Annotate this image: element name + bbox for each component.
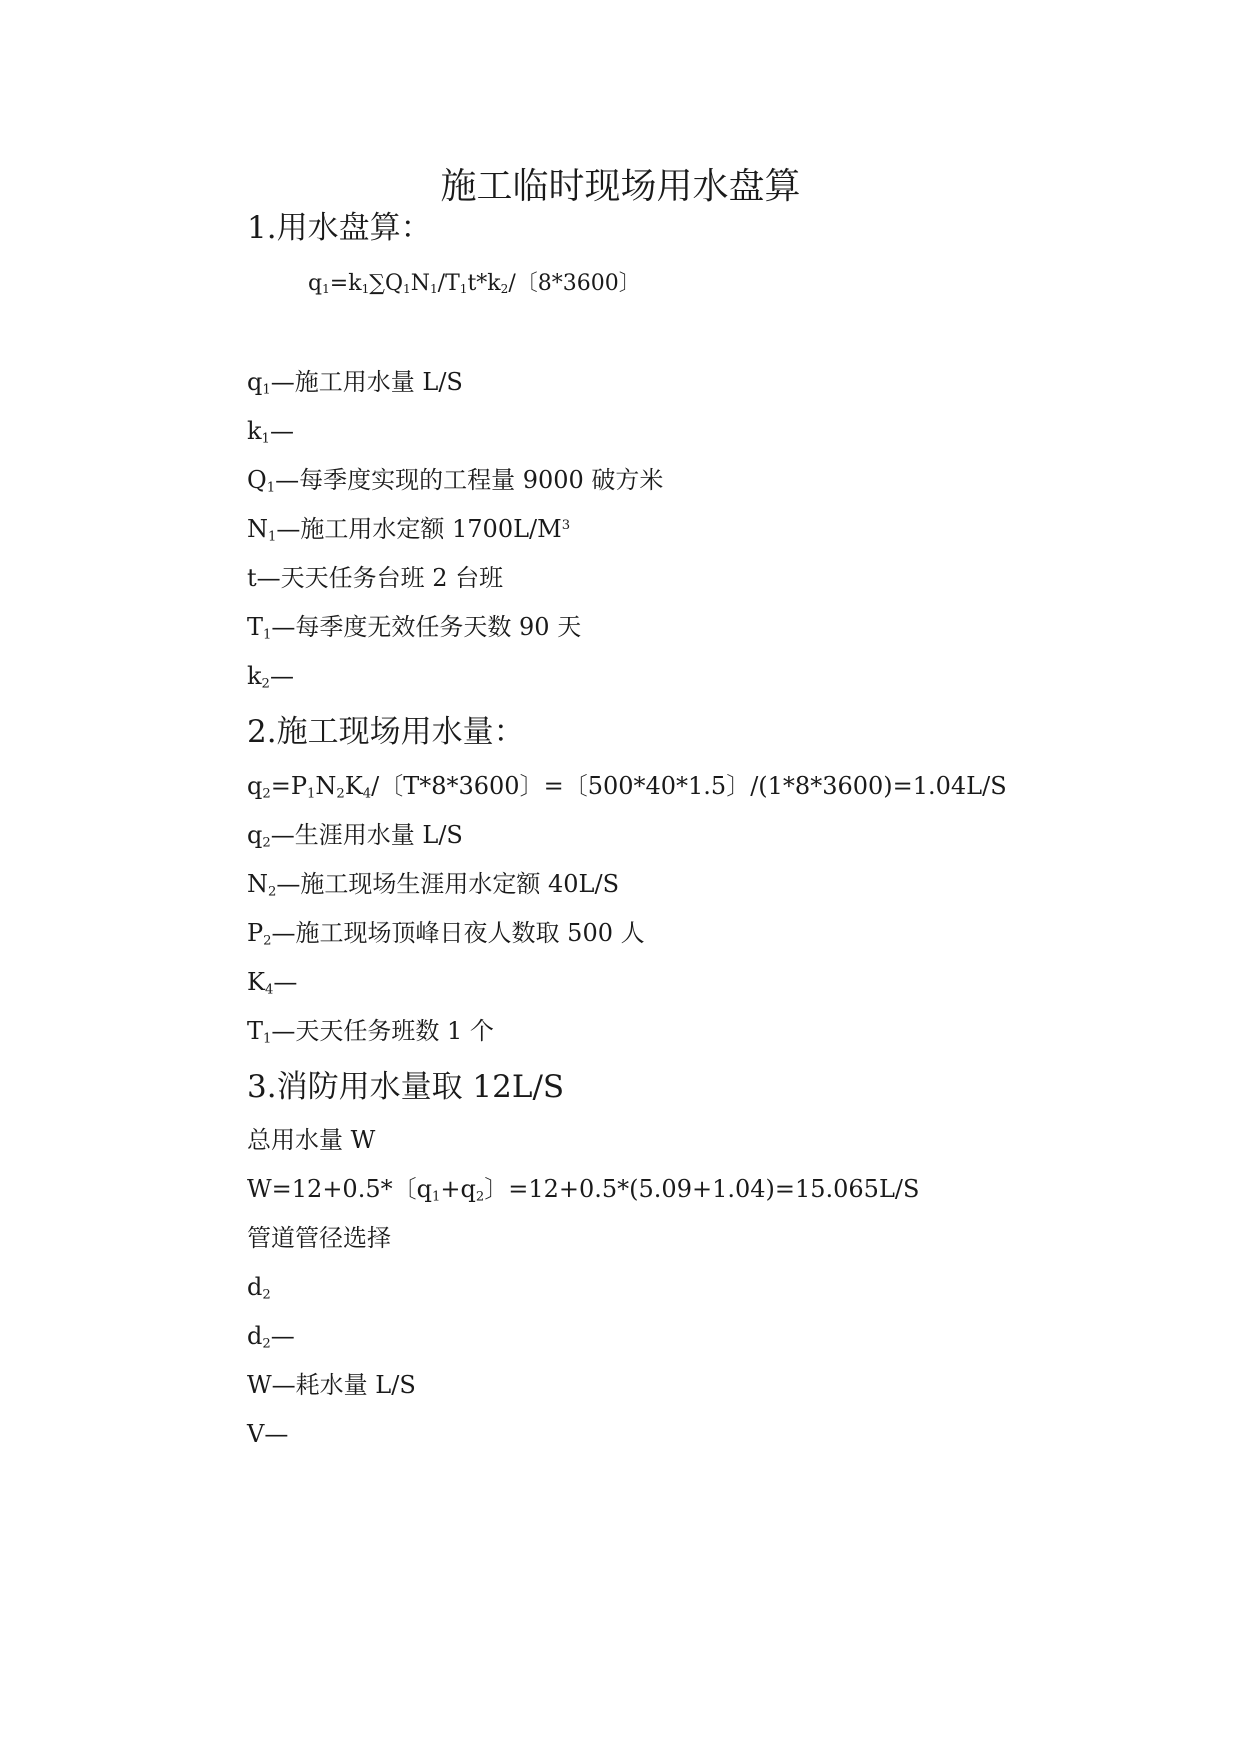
definition-N2: $N_2—$施工现场生涯用水定额 40L/S [247, 870, 620, 900]
definition-d2: $d_2$ [247, 1273, 271, 1303]
section-3-heading: 3.消防用水量取 12L/S [247, 1069, 565, 1105]
section-2-heading: 2.施工现场用水量： [247, 714, 525, 750]
definition-q1: $q_1—$施工用水量 L/S [247, 368, 463, 398]
formula-water-demand: $q_1=k_1\sum Q_1N_1/T_1t*k_2/$〔8*3600〕 [308, 271, 641, 297]
definition-t: t—天天任务台班 2 台班 [247, 564, 504, 592]
definition-q2: $q_2—$生涯用水量 L/S [247, 821, 463, 851]
pipe-diameter-label: 管道管径选择 [247, 1224, 391, 1252]
formula-total-water: W=12+0.5*〔$q_1+q_2$〕=12+0.5*(5.09+1.04)=15.065L/S [247, 1175, 920, 1205]
definition-W: W—耗水量 L/S [247, 1371, 416, 1399]
definition-T1: $T_1—$每季度无效任务天数 90 天 [247, 613, 582, 643]
section-1-heading: 1.用水盘算： [247, 210, 432, 246]
definition-T1-shifts: $T_1—$天天任务班数 1 个 [247, 1017, 494, 1047]
definition-P2: $P_2—$施工现场顶峰日夜人数取 500 人 [247, 919, 645, 949]
definition-d2-dash: $d_2—$ [247, 1322, 295, 1352]
definition-k2: $k_2—$ [247, 662, 294, 692]
definition-k1: $k_1—$ [247, 417, 294, 447]
definition-Q1: $Q_1—$每季度实现的工程量 9000 破方米 [247, 466, 664, 496]
document-title: 施工临时现场用水盘算 [440, 166, 801, 207]
formula-living-water: $q_2=P_1N_2K_4/$〔T*8*3600〕=〔500*40*1.5〕/(1*8*3600)=1.04L/S [247, 772, 1007, 802]
definition-K4: $K_4—$ [247, 968, 298, 998]
definition-V: V— [247, 1420, 289, 1448]
total-water-label: 总用水量 W [247, 1126, 376, 1154]
definition-N1: $N_1—$施工用水定额 $1700L/M^3$ [247, 515, 571, 545]
